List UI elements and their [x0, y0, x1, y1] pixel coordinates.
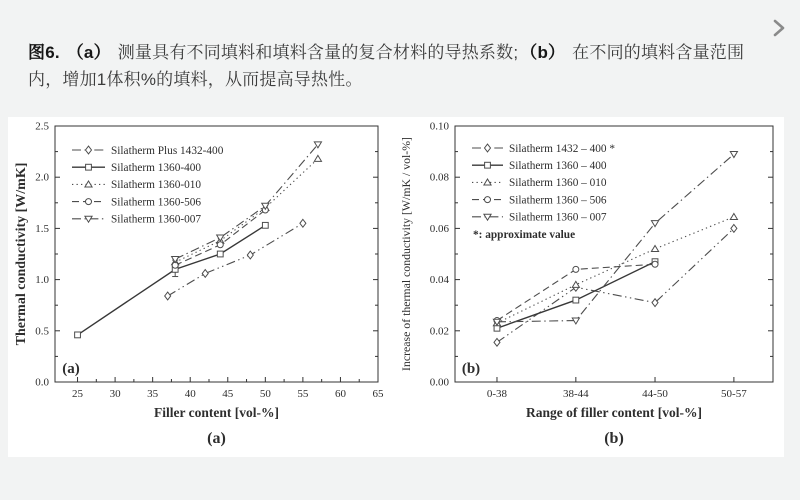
- marker-circle: [485, 197, 491, 203]
- marker-diamond: [202, 270, 208, 278]
- marker-triangle-down: [217, 235, 224, 241]
- marker-diamond: [494, 338, 500, 346]
- x-tick-label: 55: [297, 388, 309, 400]
- footer-label: (a): [207, 430, 226, 447]
- chevron-right-icon[interactable]: [766, 16, 790, 40]
- axes: [455, 126, 773, 382]
- plot-frame: [455, 126, 773, 382]
- x-tick-label: 35: [147, 388, 159, 400]
- marker-square: [217, 251, 223, 257]
- x-tick-label: 30: [109, 388, 121, 400]
- legend-note: *: approximate value: [473, 229, 576, 241]
- footer-label: (b): [604, 430, 624, 447]
- marker-diamond: [485, 144, 491, 152]
- marker-circle: [573, 266, 579, 272]
- y-tick-label: 0.00: [429, 376, 449, 389]
- y-tick-label: 0.08: [429, 171, 449, 184]
- x-tick-label: 38-44: [563, 388, 589, 400]
- figure-caption: [28, 39, 768, 93]
- chart-a: [10, 119, 398, 455]
- legend-item: [72, 146, 105, 154]
- legend-item: [472, 197, 503, 203]
- y-tick-label: 0.04: [429, 274, 449, 287]
- marker-square: [485, 162, 491, 168]
- marker-diamond: [731, 225, 737, 233]
- marker-circle: [86, 199, 92, 205]
- series-line: [175, 159, 318, 262]
- marker-triangle-up: [314, 155, 321, 161]
- series-circle: [494, 261, 658, 323]
- chart-b: [398, 119, 784, 455]
- series-diamond: [165, 219, 306, 300]
- caption-b-text: 在不同的填料含量范围内，增加1体积%的填料，从而提高导热性。: [28, 43, 745, 89]
- series-line: [78, 225, 266, 335]
- marker-square: [262, 222, 268, 228]
- x-tick-label: 65: [372, 388, 384, 400]
- marker-square: [573, 297, 579, 303]
- legend-item: [72, 199, 105, 205]
- x-tick-label: 25: [72, 388, 84, 400]
- series-square: [75, 222, 269, 337]
- legend-label: Silatherm Plus 1432-400: [111, 144, 224, 157]
- marker-triangle-up: [572, 281, 579, 287]
- x-tick-label: 44-50: [642, 388, 668, 400]
- axes: [55, 126, 378, 382]
- x-tick-label: 50: [259, 388, 271, 400]
- caption-b-tag: （b）: [520, 43, 566, 62]
- legend-item: [72, 216, 105, 222]
- x-tick-label: 40: [184, 388, 196, 400]
- y-tick-label: 0.5: [35, 325, 49, 338]
- caption-a-text: 测量具有不同填料和填料含量的复合材料的导热系数;: [117, 43, 519, 62]
- legend: [472, 144, 503, 220]
- caption-a-tag: （a）: [66, 43, 111, 62]
- y-tick-label: 0.10: [429, 120, 449, 133]
- y-tick-label: 0.0: [35, 376, 49, 389]
- y-tick-label: 2.5: [35, 120, 49, 133]
- legend-label: Silatherm 1360-400: [111, 162, 202, 174]
- y-axis-title: Increase of thermal conductivity [W/mK / vol-%]: [399, 137, 413, 371]
- marker-triangle-down: [730, 152, 737, 158]
- legend-item: [472, 214, 503, 220]
- legend-label: Silatherm 1360 – 506: [509, 194, 607, 207]
- y-axis-title: Thermal conductivity [W/mK]: [14, 162, 29, 346]
- legend-label: Silatherm 1360 – 010: [509, 177, 607, 190]
- marker-diamond: [300, 219, 306, 227]
- marker-circle: [217, 242, 223, 248]
- marker-diamond: [247, 251, 253, 259]
- plot-frame: [55, 126, 378, 382]
- legend-item: [472, 144, 503, 152]
- marker-square: [75, 332, 81, 338]
- marker-triangle-down: [172, 257, 179, 263]
- y-tick-label: 1.5: [35, 222, 49, 235]
- legend-item: [472, 179, 503, 185]
- marker-square: [86, 164, 92, 170]
- x-tick-label: 0-38: [486, 388, 508, 400]
- x-axis-title: Filler content [vol-%]: [154, 405, 279, 420]
- y-tick-label: 0.02: [429, 325, 449, 338]
- marker-diamond: [165, 292, 171, 300]
- panel-label: (b): [461, 361, 481, 377]
- series-diamond: [494, 225, 737, 347]
- marker-triangle-up: [651, 245, 658, 251]
- legend-label: Silatherm 1360 – 007: [509, 211, 607, 224]
- x-tick-label: 60: [334, 388, 346, 400]
- marker-diamond: [86, 146, 92, 154]
- marker-circle: [652, 261, 658, 267]
- legend-item: [72, 181, 105, 187]
- legend-label: Silatherm 1432 – 400 *: [509, 142, 616, 155]
- legend: [72, 146, 105, 222]
- legend-item: [72, 164, 105, 170]
- marker-triangle-down: [651, 221, 658, 227]
- x-tick-label: 50-57: [721, 388, 747, 400]
- y-tick-label: 0.06: [429, 222, 449, 235]
- legend-label: Silatherm 1360-007: [111, 213, 202, 226]
- panel-label: (a): [62, 361, 80, 377]
- y-tick-label: 1.0: [35, 274, 49, 287]
- legend-label: Silatherm 1360-506: [111, 196, 202, 209]
- legend-item: [472, 162, 503, 168]
- y-tick-label: 2.0: [35, 171, 49, 184]
- legend-label: Silatherm 1360-010: [111, 179, 202, 192]
- marker-triangle-up: [730, 213, 737, 219]
- figure-number: 图6.: [28, 43, 60, 62]
- x-tick-label: 45: [222, 388, 234, 400]
- x-axis-title: Range of filler content [vol-%]: [526, 405, 702, 420]
- series-line: [497, 228, 734, 342]
- legend-label: Silatherm 1360 – 400: [509, 160, 607, 172]
- figure-panel: [8, 117, 784, 457]
